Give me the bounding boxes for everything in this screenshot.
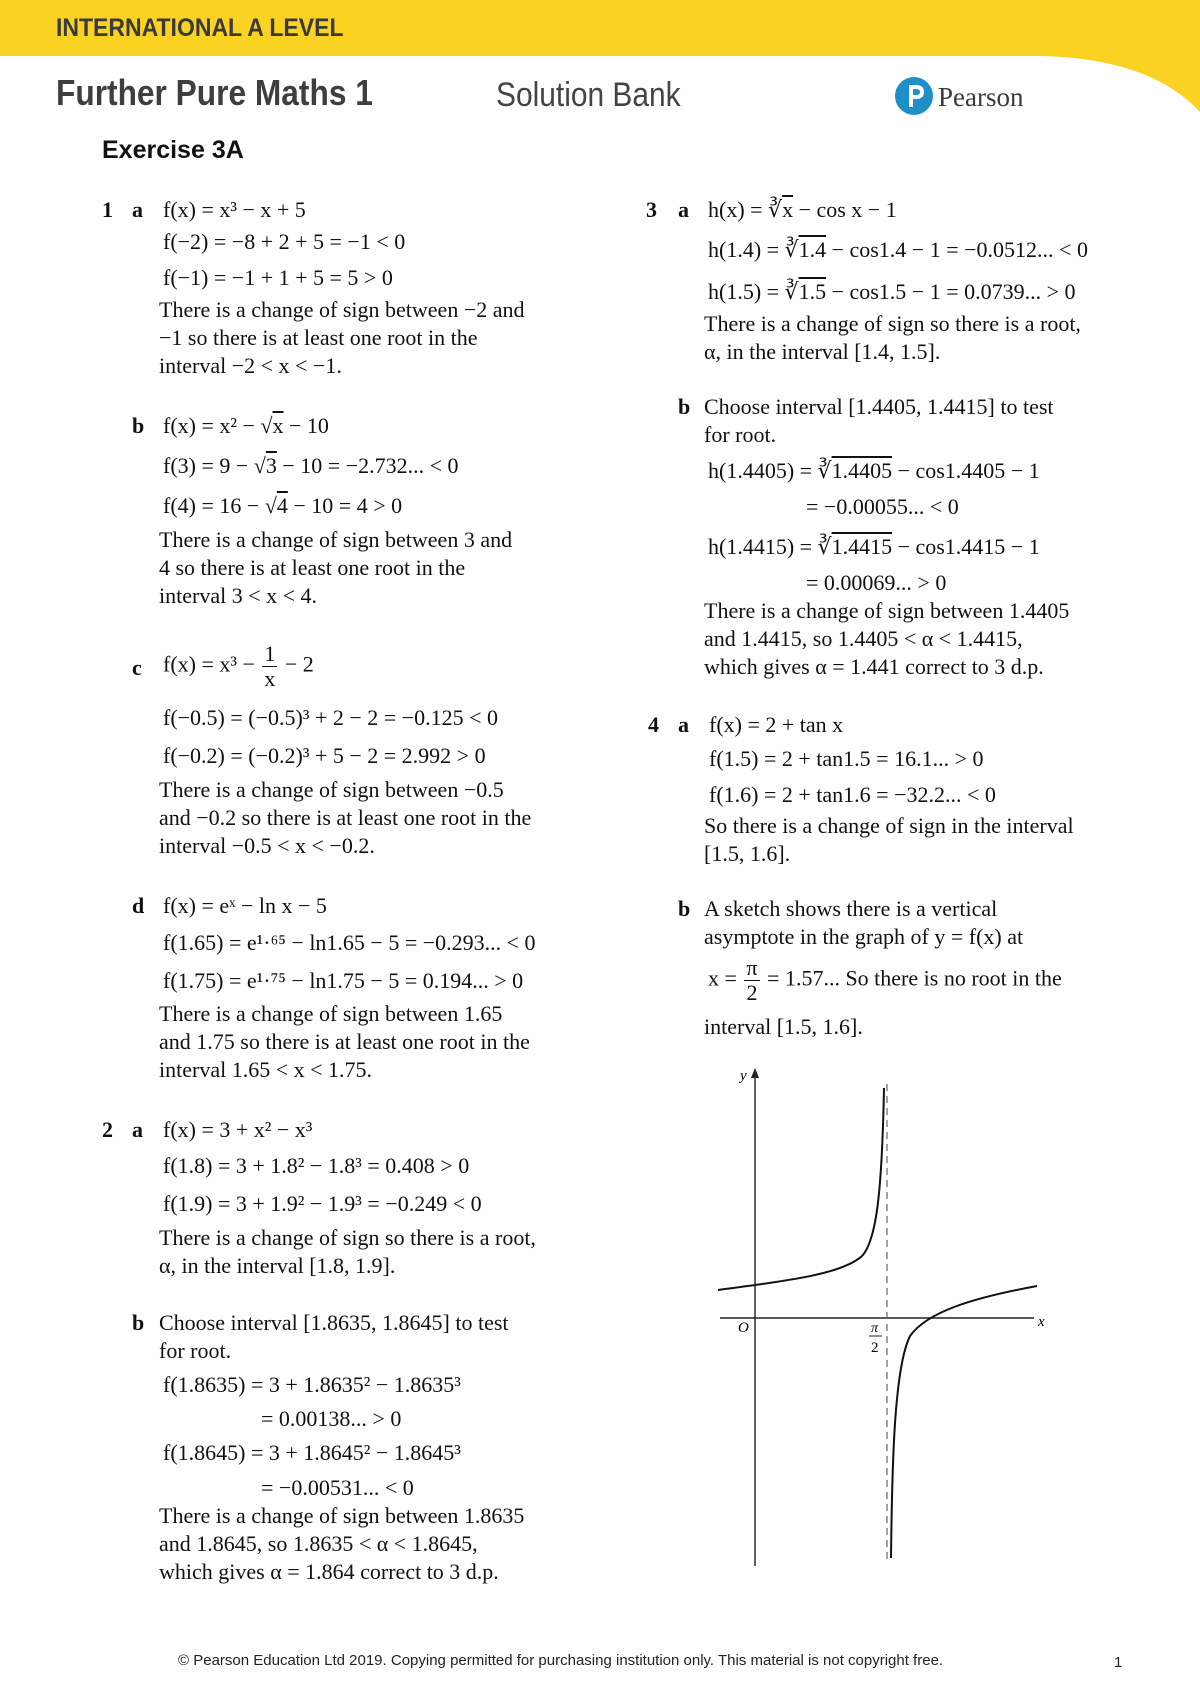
text-line: and 1.8645, so 1.8635 < α < 1.8645, xyxy=(159,1531,478,1556)
equation-line: x = $\frac{\pi}{2}$ = 1.57... So there is no root in the xyxy=(708,955,1062,1005)
asymptote-label-numerator: π xyxy=(871,1321,879,1336)
text-line: There is a change of sign between 1.65 xyxy=(159,1001,503,1026)
text-line: There is a change of sign between 1.8635 xyxy=(159,1503,525,1528)
book-subtitle: Solution Bank xyxy=(496,76,681,114)
equation-line: f(3) = 9 − √3 − 10 = −2.732... < 0 xyxy=(163,453,459,478)
question-number: 2 xyxy=(102,1117,113,1142)
text-line: α, in the interval [1.4, 1.5]. xyxy=(704,339,941,364)
y-axis-arrow-icon xyxy=(751,1068,759,1078)
equation-line: f(−0.2) = (−0.2)³ + 5 − 2 = 2.992 > 0 xyxy=(163,743,486,768)
asymptote-label-denominator: 2 xyxy=(871,1340,879,1356)
text-line: interval −2 < x < −1. xyxy=(159,353,342,378)
text-line: interval −0.5 < x < −0.2. xyxy=(159,833,375,858)
part-label: a xyxy=(678,712,689,737)
part-label: b xyxy=(132,413,145,438)
equation-line: f(1.8645) = 3 + 1.8645² − 1.8645³ xyxy=(163,1440,461,1465)
text-line: There is a change of sign so there is a root, xyxy=(704,311,1081,336)
part-label: b xyxy=(678,394,691,419)
y-axis-label: y xyxy=(740,1068,747,1084)
text-line: 4 so there is at least one root in the xyxy=(159,555,466,580)
fraction: $\frac{1}{x}$ xyxy=(264,641,276,691)
text-line: [1.5, 1.6]. xyxy=(704,841,791,866)
fraction: $\frac{\pi}{2}$ xyxy=(746,955,758,1005)
text-line: asymptote in the graph of y = f(x) at xyxy=(704,924,1024,949)
text-line: There is a change of sign so there is a root, xyxy=(159,1225,536,1250)
equation-line: f(x) = x² − √x − 10 xyxy=(163,413,329,438)
brand-name: Pearson xyxy=(938,82,1024,112)
part-label: c xyxy=(132,655,142,680)
text-line: There is a change of sign between −2 and xyxy=(159,297,525,322)
part-label: b xyxy=(678,896,691,921)
tan-graph-sketch xyxy=(712,1068,1052,1568)
text-line: which gives α = 1.441 correct to 3 d.p. xyxy=(704,654,1044,679)
equation-line: f(−1) = −1 + 1 + 5 = 5 > 0 xyxy=(163,265,393,290)
part-label: a xyxy=(132,197,143,222)
curve-left-branch xyxy=(718,1088,884,1290)
equation-line: = 0.00138... > 0 xyxy=(261,1406,402,1431)
text-line: There is a change of sign between 1.4405 xyxy=(704,598,1070,623)
equation-line: f(4) = 16 − √4 − 10 = 4 > 0 xyxy=(163,493,403,518)
text-line: interval [1.5, 1.6]. xyxy=(704,1014,863,1039)
equation-line: = −0.00531... < 0 xyxy=(261,1475,414,1500)
copyright-footer: © Pearson Education Ltd 2019. Copying permitted for purchasing institution only. This material is not copyright free. xyxy=(178,1652,944,1669)
x-axis-label: x xyxy=(1038,1314,1045,1330)
equation-line: h(1.4405) = ∛1.4405 − cos1.4405 − 1 xyxy=(708,458,1040,483)
text-line: So there is a change of sign in the interval xyxy=(704,813,1074,838)
equation-line: f(1.6) = 2 + tan1.6 = −32.2... < 0 xyxy=(709,782,996,807)
exercise-title: Exercise 3A xyxy=(102,136,244,164)
part-label: b xyxy=(132,1310,145,1335)
curve-right-branch xyxy=(891,1286,1037,1558)
text-line: −1 so there is at least one root in the xyxy=(159,325,478,350)
text-line: A sketch shows there is a vertical xyxy=(704,896,998,921)
text-line: for root. xyxy=(704,422,777,447)
equation-line: f(x) = eˣ − ln x − 5 xyxy=(163,893,327,918)
text-line: and −0.2 so there is at least one root in the xyxy=(159,805,532,830)
equation-line: f(1.8635) = 3 + 1.8635² − 1.8635³ xyxy=(163,1372,461,1397)
origin-label: O xyxy=(738,1320,749,1336)
page-number: 1 xyxy=(1114,1654,1123,1671)
equation-line: f(1.8) = 3 + 1.8² − 1.8³ = 0.408 > 0 xyxy=(163,1153,470,1178)
equation-line: h(1.4415) = ∛1.4415 − cos1.4415 − 1 xyxy=(708,534,1040,559)
equation-line: f(x) = 2 + tan x xyxy=(709,712,844,737)
equation-line: $h(x) = ∛\overline{x} - \cos x - 1$ xyxy=(708,197,897,222)
text-line: α, in the interval [1.8, 1.9]. xyxy=(159,1253,396,1278)
equation-line: f(1.5) = 2 + tan1.5 = 16.1... > 0 xyxy=(709,746,984,771)
equation-line: f(x) = x³ − $\frac{1}{x}$ − 2 xyxy=(163,641,314,691)
part-label: d xyxy=(132,893,145,918)
text-line: which gives α = 1.864 correct to 3 d.p. xyxy=(159,1559,499,1584)
part-label: a xyxy=(678,197,689,222)
text-line: interval 3 < x < 4. xyxy=(159,583,318,608)
question-number: 4 xyxy=(648,712,659,737)
equation-line: = −0.00055... < 0 xyxy=(806,494,959,519)
equation-line: f(−2) = −8 + 2 + 5 = −1 < 0 xyxy=(163,229,406,254)
text-line: Choose interval [1.8635, 1.8645] to test xyxy=(159,1310,509,1335)
equation-line: f(1.65) = e¹·⁶⁵ − ln1.65 − 5 = −0.293... < 0 xyxy=(163,930,536,955)
equation-line: f(−0.5) = (−0.5)³ + 2 − 2 = −0.125 < 0 xyxy=(163,705,498,730)
question-number: 3 xyxy=(646,197,657,222)
text-line: There is a change of sign between −0.5 xyxy=(159,777,504,802)
equation-line: h(1.5) = ∛1.5 − cos1.5 − 1 = 0.0739... > 0 xyxy=(708,279,1076,304)
equation-line: f(1.9) = 3 + 1.9² − 1.9³ = −0.249 < 0 xyxy=(163,1191,482,1216)
pearson-logo-icon xyxy=(894,76,934,116)
equation-line: f(x) = x³ − x + 5 xyxy=(163,197,306,222)
text-line: Choose interval [1.4405, 1.4415] to test xyxy=(704,394,1054,419)
series-label: INTERNATIONAL A LEVEL xyxy=(56,14,344,42)
equation-line: h(1.4) = ∛1.4 − cos1.4 − 1 = −0.0512... < 0 xyxy=(708,237,1088,262)
equation-line: f(x) = 3 + x² − x³ xyxy=(163,1117,313,1142)
text-line: and 1.75 so there is at least one root in the xyxy=(159,1029,530,1054)
equation-line: = 0.00069... > 0 xyxy=(806,570,947,595)
text-line: for root. xyxy=(159,1338,232,1363)
book-title: Further Pure Maths 1 xyxy=(56,72,373,113)
part-label: a xyxy=(132,1117,143,1142)
equation-line: f(1.75) = e¹·⁷⁵ − ln1.75 − 5 = 0.194... > 0 xyxy=(163,968,524,993)
text-line: and 1.4415, so 1.4405 < α < 1.4415, xyxy=(704,626,1023,651)
text-line: There is a change of sign between 3 and xyxy=(159,527,513,552)
text-line: interval 1.65 < x < 1.75. xyxy=(159,1057,373,1082)
question-number: 1 xyxy=(102,197,113,222)
